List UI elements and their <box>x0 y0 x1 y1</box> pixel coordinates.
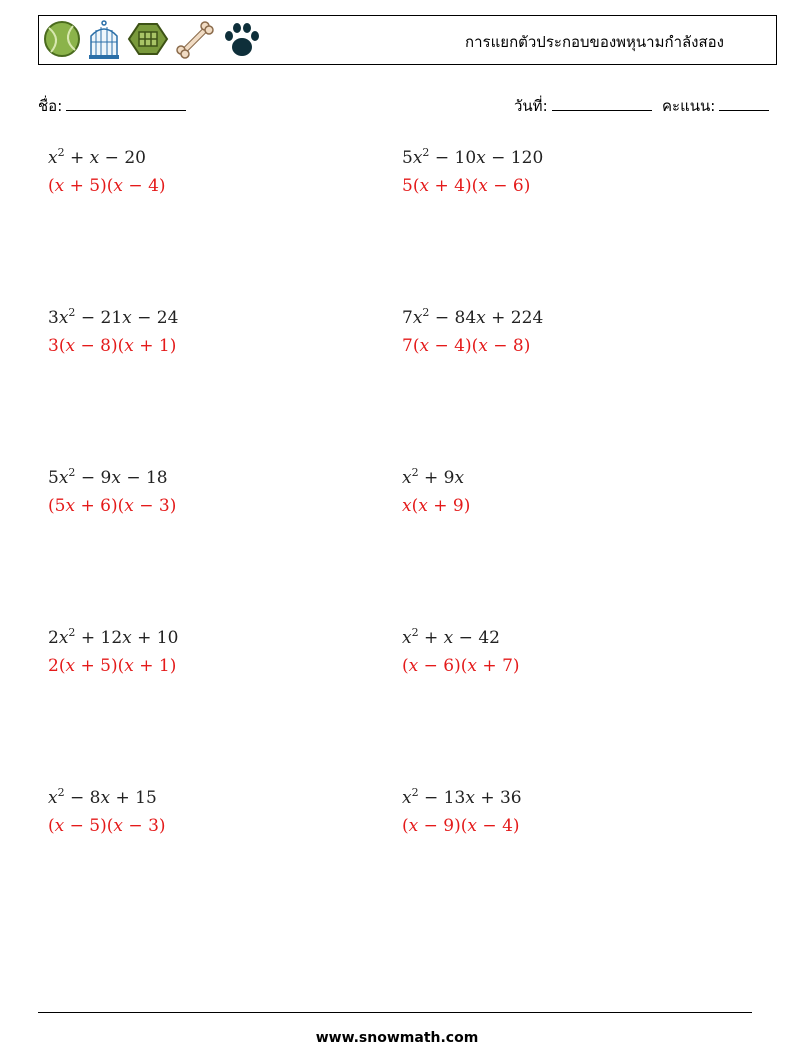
problem-answer: 3(x − 8)(x + 1) <box>48 336 177 356</box>
problem-3 <box>48 308 178 356</box>
date-field <box>514 94 652 118</box>
problem-6 <box>402 468 470 516</box>
footer-divider <box>38 1012 752 1013</box>
tennis-ball-icon <box>43 20 81 58</box>
paw-print-icon <box>221 20 263 60</box>
problem-question: $x^2 + x - 42$ <box>402 626 500 648</box>
problem-answer: (x − 9)(x − 4) <box>402 816 520 836</box>
problem-question: $5x^2 - 10x - 120$ <box>402 146 544 168</box>
problem-answer: (x − 5)(x − 3) <box>48 816 166 836</box>
problem-7 <box>48 628 178 676</box>
problem-8 <box>402 628 520 676</box>
date-blank[interactable] <box>552 96 652 111</box>
problem-2 <box>402 148 543 196</box>
problem-answer: x(x + 9) <box>402 496 471 516</box>
problem-question: $x^2 + 9x$ <box>402 466 465 488</box>
name-blank[interactable] <box>66 96 186 111</box>
header-box <box>38 15 777 65</box>
problem-answer: 5(x + 4)(x − 6) <box>402 176 531 196</box>
problem-question: $x^2 - 13x + 36$ <box>402 786 522 808</box>
problem-9 <box>48 788 166 836</box>
problem-5 <box>48 468 176 516</box>
problem-answer: 7(x − 4)(x − 8) <box>402 336 531 356</box>
footer-site: www.snowmath.com <box>315 1030 479 1046</box>
problem-answer: (5x + 6)(x − 3) <box>48 496 177 516</box>
pet-carrier-icon <box>127 20 169 58</box>
problem-question: $x^2 + x - 20$ <box>48 146 146 168</box>
problem-10 <box>402 788 522 836</box>
problem-1 <box>48 148 166 196</box>
problem-answer: 2(x + 5)(x + 1) <box>48 656 177 676</box>
problem-4 <box>402 308 543 356</box>
problem-answer: (x + 5)(x − 4) <box>48 176 166 196</box>
sheet-title: การแยกตัวประกอบของพหุนามกำลังสอง <box>465 33 724 51</box>
problem-question: $x^2 - 8x + 15$ <box>48 786 157 808</box>
name-label: ชื่อ: <box>38 97 63 115</box>
problem-question: $3x^2 - 21x - 24$ <box>48 306 179 328</box>
icon-row <box>43 20 263 60</box>
problem-answer: (x − 6)(x + 7) <box>402 656 520 676</box>
bone-icon <box>175 20 215 60</box>
problem-question: $2x^2 + 12x + 10$ <box>48 626 179 648</box>
score-blank[interactable] <box>719 96 769 111</box>
score-label: คะแนน: <box>662 97 716 115</box>
problem-question: $5x^2 - 9x - 18$ <box>48 466 168 488</box>
birdcage-icon <box>87 20 121 60</box>
score-field <box>662 94 769 118</box>
problem-question: $7x^2 - 84x + 224$ <box>402 306 544 328</box>
name-field <box>38 94 186 118</box>
date-label: วันที่: <box>514 97 548 115</box>
